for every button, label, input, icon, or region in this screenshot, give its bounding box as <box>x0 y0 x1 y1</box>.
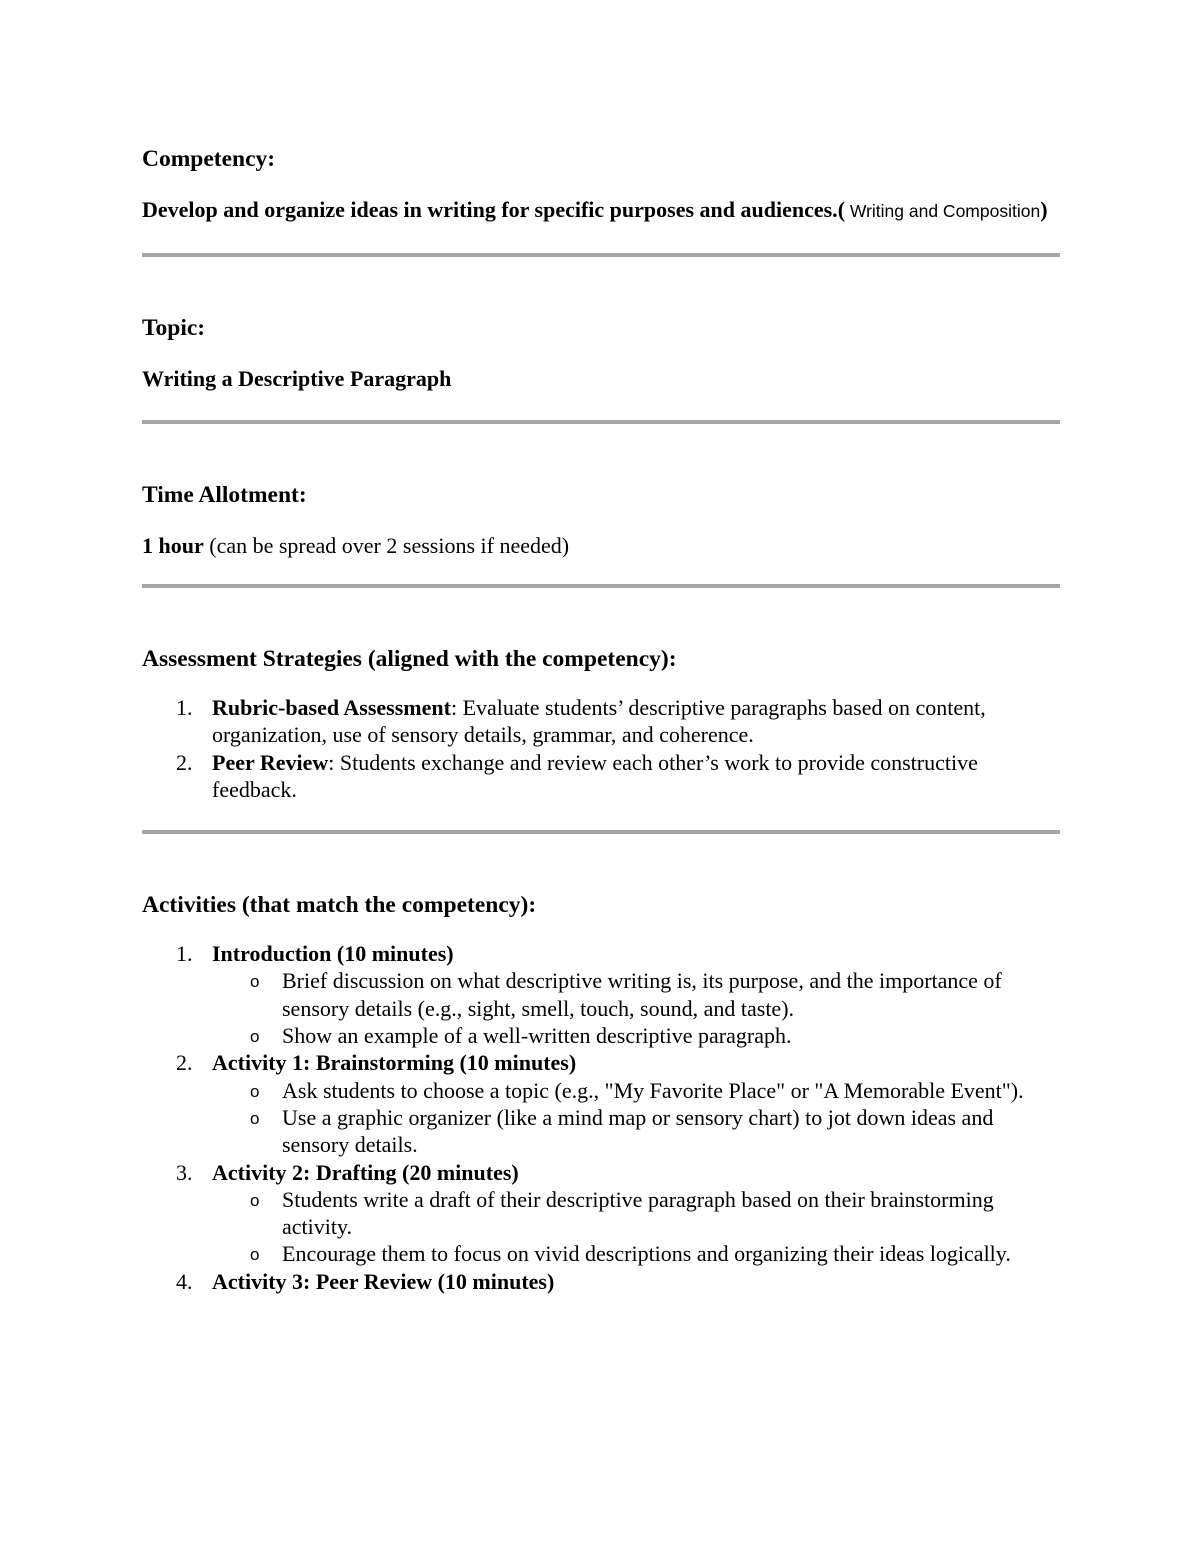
list-number: 2. <box>176 1050 193 1076</box>
time-allotment-section <box>142 476 1060 559</box>
activity-title: Activity 2: Drafting (20 minutes) <box>212 1159 519 1185</box>
activity-sublist <box>212 1186 1060 1268</box>
time-allotment-heading: Time Allotment: <box>142 482 307 508</box>
list-number: 3. <box>176 1159 193 1185</box>
time-allotment-text <box>142 532 1060 559</box>
bullet-circle-icon: o <box>250 1245 260 1265</box>
topic-heading: Topic: <box>142 315 206 341</box>
bullet-circle-icon: o <box>250 1108 260 1128</box>
bullet-circle-icon: o <box>250 1081 260 1101</box>
activity-sublist <box>212 1077 1060 1159</box>
bullet-circle-icon: o <box>250 1190 260 1210</box>
topic-section <box>142 309 1060 392</box>
assessment-heading: Assessment Strategies (aligned with the competency): <box>142 646 677 672</box>
list-item <box>142 749 1060 804</box>
activity-detail: Show an example of a well-written descriptive paragraph. <box>282 1023 792 1049</box>
activity-title: Activity 1: Brainstorming (10 minutes) <box>212 1050 577 1076</box>
lesson-plan-content <box>142 140 1060 1295</box>
section-divider <box>142 420 1060 424</box>
list-item <box>212 967 1060 1022</box>
list-item <box>212 1186 1060 1241</box>
section-divider <box>142 584 1060 588</box>
list-item <box>142 1159 1060 1268</box>
topic-text: Writing a Descriptive Paragraph <box>142 366 452 391</box>
list-number: 2. <box>176 749 193 775</box>
activities-list <box>142 940 1060 1295</box>
assessment-item-title: Peer Review <box>212 749 329 775</box>
list-number: 1. <box>176 941 193 967</box>
time-allotment-note: (can be spread over 2 sessions if needed) <box>203 533 570 558</box>
competency-heading: Competency: <box>142 146 276 172</box>
competency-note: Writing and Composition <box>845 201 1041 221</box>
assessment-list <box>142 694 1060 803</box>
assessment-item-title: Rubric-based Assessment <box>212 695 451 720</box>
assessment-item-text: : Evaluate students’ descriptive paragraphs based on content, organization, use of sensory details, grammar, and coherence. <box>212 695 986 748</box>
activities-section <box>142 886 1060 1295</box>
activity-sublist <box>212 967 1060 1049</box>
activity-detail: Encourage them to focus on vivid descriptions and organizing their ideas logically. <box>282 1241 1011 1267</box>
list-item <box>212 1077 1060 1104</box>
activity-detail: Students write a draft of their descriptive paragraph based on their brainstorming activity. <box>282 1186 994 1240</box>
list-item <box>142 694 1060 749</box>
activity-detail: Ask students to choose a topic (e.g., "My Favorite Place" or "A Memorable Event"). <box>282 1077 1024 1103</box>
activity-title: Introduction (10 minutes) <box>212 941 454 967</box>
list-item <box>212 1104 1060 1159</box>
competency-statement: Develop and organize ideas in writing for specific purposes and audiences. <box>142 197 838 222</box>
section-divider <box>142 253 1060 257</box>
assessment-item-text: : Students exchange and review each other’s work to provide constructive feedback. <box>212 749 978 802</box>
activity-detail: Brief discussion on what descriptive writing is, its purpose, and the importance of sensory details (e.g., sight, smell, touch, sound, and taste). <box>282 968 1002 1021</box>
list-item <box>142 1049 1060 1158</box>
activities-heading: Activities (that match the competency): <box>142 892 537 919</box>
activity-detail: Use a graphic organizer (like a mind map or sensory chart) to jot down ideas and sensory details. <box>282 1104 994 1158</box>
assessment-section <box>142 640 1060 803</box>
competency-close-paren: ) <box>1040 197 1048 222</box>
list-item <box>212 1022 1060 1049</box>
bullet-circle-icon: o <box>250 972 260 992</box>
competency-section <box>142 140 1060 225</box>
section-divider <box>142 830 1060 834</box>
time-allotment-value: 1 hour <box>142 533 204 558</box>
list-item <box>212 1240 1060 1267</box>
competency-text <box>142 196 1060 225</box>
list-number: 1. <box>176 695 193 720</box>
bullet-circle-icon: o <box>250 1027 260 1047</box>
list-item <box>142 940 1060 1049</box>
competency-open-paren: ( <box>837 197 846 222</box>
activity-title: Activity 3: Peer Review (10 minutes) <box>212 1268 555 1294</box>
list-number: 4. <box>176 1268 193 1294</box>
list-item <box>142 1268 1060 1295</box>
